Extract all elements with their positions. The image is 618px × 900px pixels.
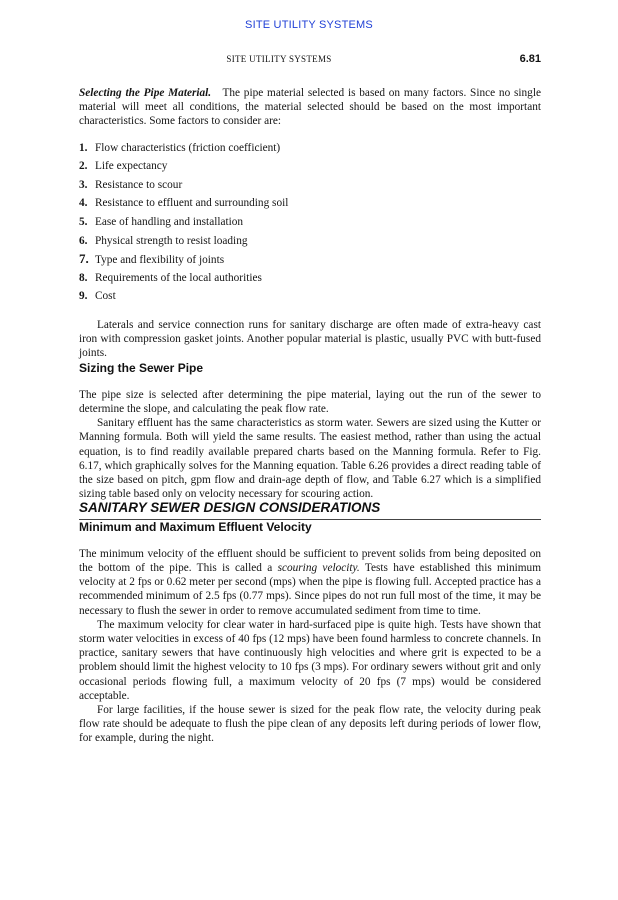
list-item-text: Requirements of the local authorities: [95, 271, 262, 284]
list-item-number: 2.: [79, 160, 88, 173]
list-item: [79, 178, 541, 197]
list-item: [79, 271, 541, 290]
velocity-heading: Minimum and Maximum Effluent Velocity: [79, 519, 312, 534]
list-item-number: 9.: [79, 290, 88, 303]
list-item-number: 5.: [79, 215, 88, 228]
list-item-text: Life expectancy: [95, 160, 168, 173]
list-item-number: 3.: [79, 178, 88, 191]
selecting-text: The pipe material selected is based on many factors. Since no single material will meet all conditions, the material selected should be based on the most important characteristics. Some factors to consider are:: [79, 87, 541, 128]
list-item-number: 6.: [79, 234, 88, 247]
velocity-p1-after: Tests have established this minimum velocity at 2 fps or 0.62 meter per second (mps) when the pipe is flowing full. Accepted practice has a recommended minimum of 2.5 fps (0.77 mps). Since pipes do not run full most of the time, it may be necessary to flush the sewer in order to remove accumulated sediment from time to time.: [79, 562, 541, 617]
list-item: [79, 234, 541, 253]
list-item: [79, 289, 541, 308]
selecting-lead: Selecting the Pipe Material.: [79, 87, 212, 99]
sizing-paragraph-2: Sanitary effluent has the same characteristics as storm water. Sewers are sized using the Kutter or Manning formula. Both will yield the same results. The easiest method, rather than using the actual equation, is to find readily available prepared charts based on the Manning formula. Refer to Fig. 6.17, which graphically solves for the Manning equation. Table 6.26 provides a direct reading table of the size based on pitch, gpm flow and drain-age depth of flow, and Table 6.27 which is a simplified sizing table based only on velocity necessary for scouring action.: [79, 417, 541, 501]
velocity-p1-before: The minimum velocity of the effluent should be sufficient to prevent solids from being deposited on the bottom of the pipe. This is called a: [79, 547, 541, 574]
list-item-text: Type and flexibility of joints: [95, 254, 225, 267]
list-item-number: 8.: [79, 271, 88, 284]
page-number: 6.81: [519, 53, 541, 65]
scouring-velocity-term: scouring velocity.: [277, 562, 360, 574]
major-section-heading: SANITARY SEWER DESIGN CONSIDERATIONS: [79, 501, 541, 519]
list-item: [79, 159, 541, 178]
list-item-number: 7.: [79, 251, 89, 267]
list-item-text: Cost: [95, 290, 116, 303]
list-item-text: Flow characteristics (friction coefficient): [95, 141, 281, 154]
sizing-paragraph-1: The pipe size is selected after determining the pipe material, laying out the run of the sewer to determine the slope, and calculating the peak flow rate.: [79, 388, 541, 415]
list-item-text: Physical strength to resist loading: [95, 234, 248, 247]
list-item: [79, 141, 541, 160]
list-item: [79, 196, 541, 215]
laterals-paragraph: Laterals and service connection runs for sanitary discharge are often made of extra-heavy cast iron with compression gasket joints. Another popular material is plastic, usually PVC with butt-fused joints.: [79, 318, 541, 360]
list-item-number: 1.: [79, 141, 88, 154]
list-item-text: Resistance to effluent and surrounding soil: [95, 197, 289, 210]
sizing-heading: Sizing the Sewer Pipe: [79, 360, 204, 375]
running-title: SITE UTILITY SYSTEMS: [245, 19, 373, 31]
list-item: [79, 215, 541, 234]
list-item: [79, 252, 541, 271]
list-item-text: Ease of handling and installation: [95, 215, 244, 228]
velocity-paragraph-2: The maximum velocity for clear water in hard-surfaced pipe is quite high. Tests have shown that storm water velocities in excess of 40 fps (12 mps) have been found harmless to concrete channels. In practice, sanitary sewers that have continuously high velocities and where grit is expected to be a problem should limit the highest velocity to 10 fps (3 mps). For ordinary sewers without grit and only occasional periods flowing full, a maximum velocity of 20 fps (7 mps) would be considered acceptable.: [79, 618, 541, 702]
page-content: [79, 86, 541, 746]
velocity-paragraph-3: For large facilities, if the house sewer is sized for the peak flow rate, the velocity during peak flow rate should be adequate to flush the pipe clean of any deposits left during periods of lower flow, for example, during the night.: [79, 704, 541, 745]
header-title: SITE UTILITY SYSTEMS: [226, 54, 332, 64]
selecting-paragraph: [79, 86, 541, 129]
velocity-paragraph-1: [79, 547, 541, 618]
page-header: [79, 54, 541, 68]
list-item-text: Resistance to scour: [95, 178, 183, 191]
factors-list: [79, 141, 541, 308]
list-item-number: 4.: [79, 197, 88, 210]
